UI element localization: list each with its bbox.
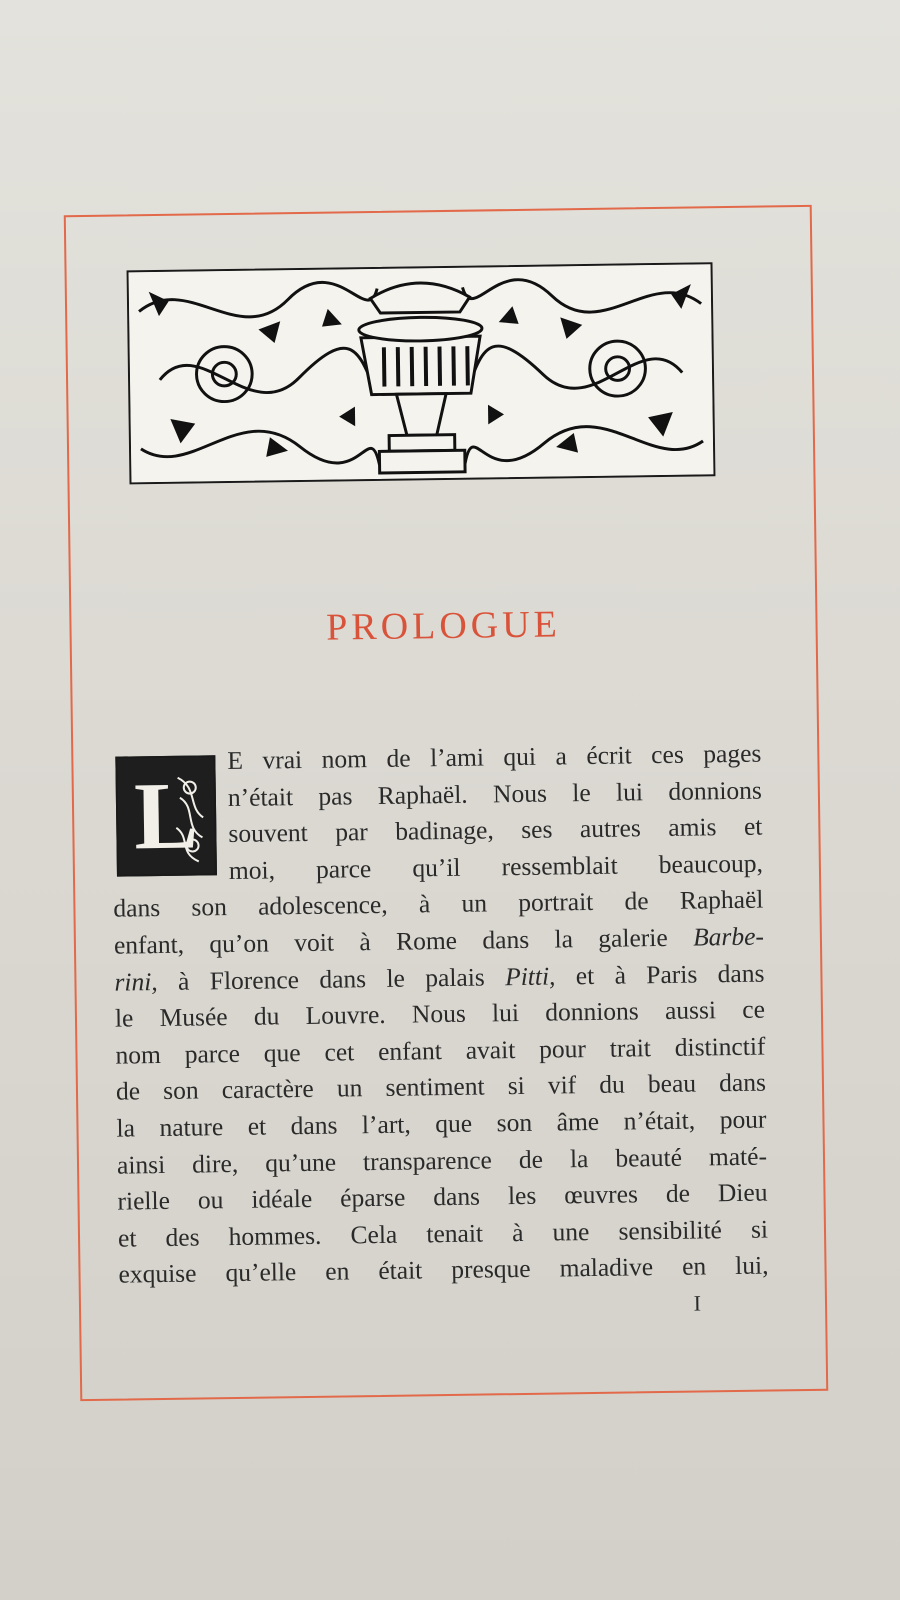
text-line: E vrai nom de l’ami qui a écrit ces pages	[227, 738, 762, 776]
text-line: rini, à Florence dans le palais Pitti, et à Paris dans	[114, 958, 765, 997]
text-line: le Musée du Louvre. Nous lui donnions aussi ce	[114, 994, 766, 1033]
headpiece-ornament-icon	[129, 264, 714, 482]
text-line: rielle ou idéale éparse dans les œuvres de Dieu	[117, 1177, 768, 1216]
prologue-text	[111, 736, 769, 1294]
text-line: dans son adolescence, à un portrait de Raphaël	[113, 884, 764, 924]
page-number: I	[693, 1290, 702, 1316]
ornamental-headpiece	[127, 262, 716, 484]
text-line: de son caractère un sentiment si vif du beau dans	[115, 1067, 767, 1106]
page-title: PROLOGUE	[325, 603, 562, 649]
text-line: souvent par badinage, ses autres amis et	[228, 811, 763, 849]
text-line: exquise qu’elle en était presque maladive en lui,	[118, 1250, 769, 1289]
text-line: ainsi dire, qu’une transparence de la beauté maté-	[116, 1141, 768, 1180]
text-line: enfant, qu’on voit à Rome dans la galerie Barbe-	[113, 921, 765, 960]
text-line: et des hommes. Cela tenait à une sensibilité si	[117, 1214, 769, 1253]
drop-cap-letter: L	[133, 761, 199, 870]
text-line: la nature et dans l’art, que son âme n’était, pour	[116, 1104, 767, 1143]
red-border-frame	[64, 205, 828, 1401]
text-line: moi, parce qu’il ressemblait beaucoup,	[228, 848, 764, 885]
text-line: nom parce que cet enfant avait pour trait distinctif	[115, 1031, 766, 1070]
text-line: n’était pas Raphaël. Nous le lui donnions	[227, 775, 763, 812]
